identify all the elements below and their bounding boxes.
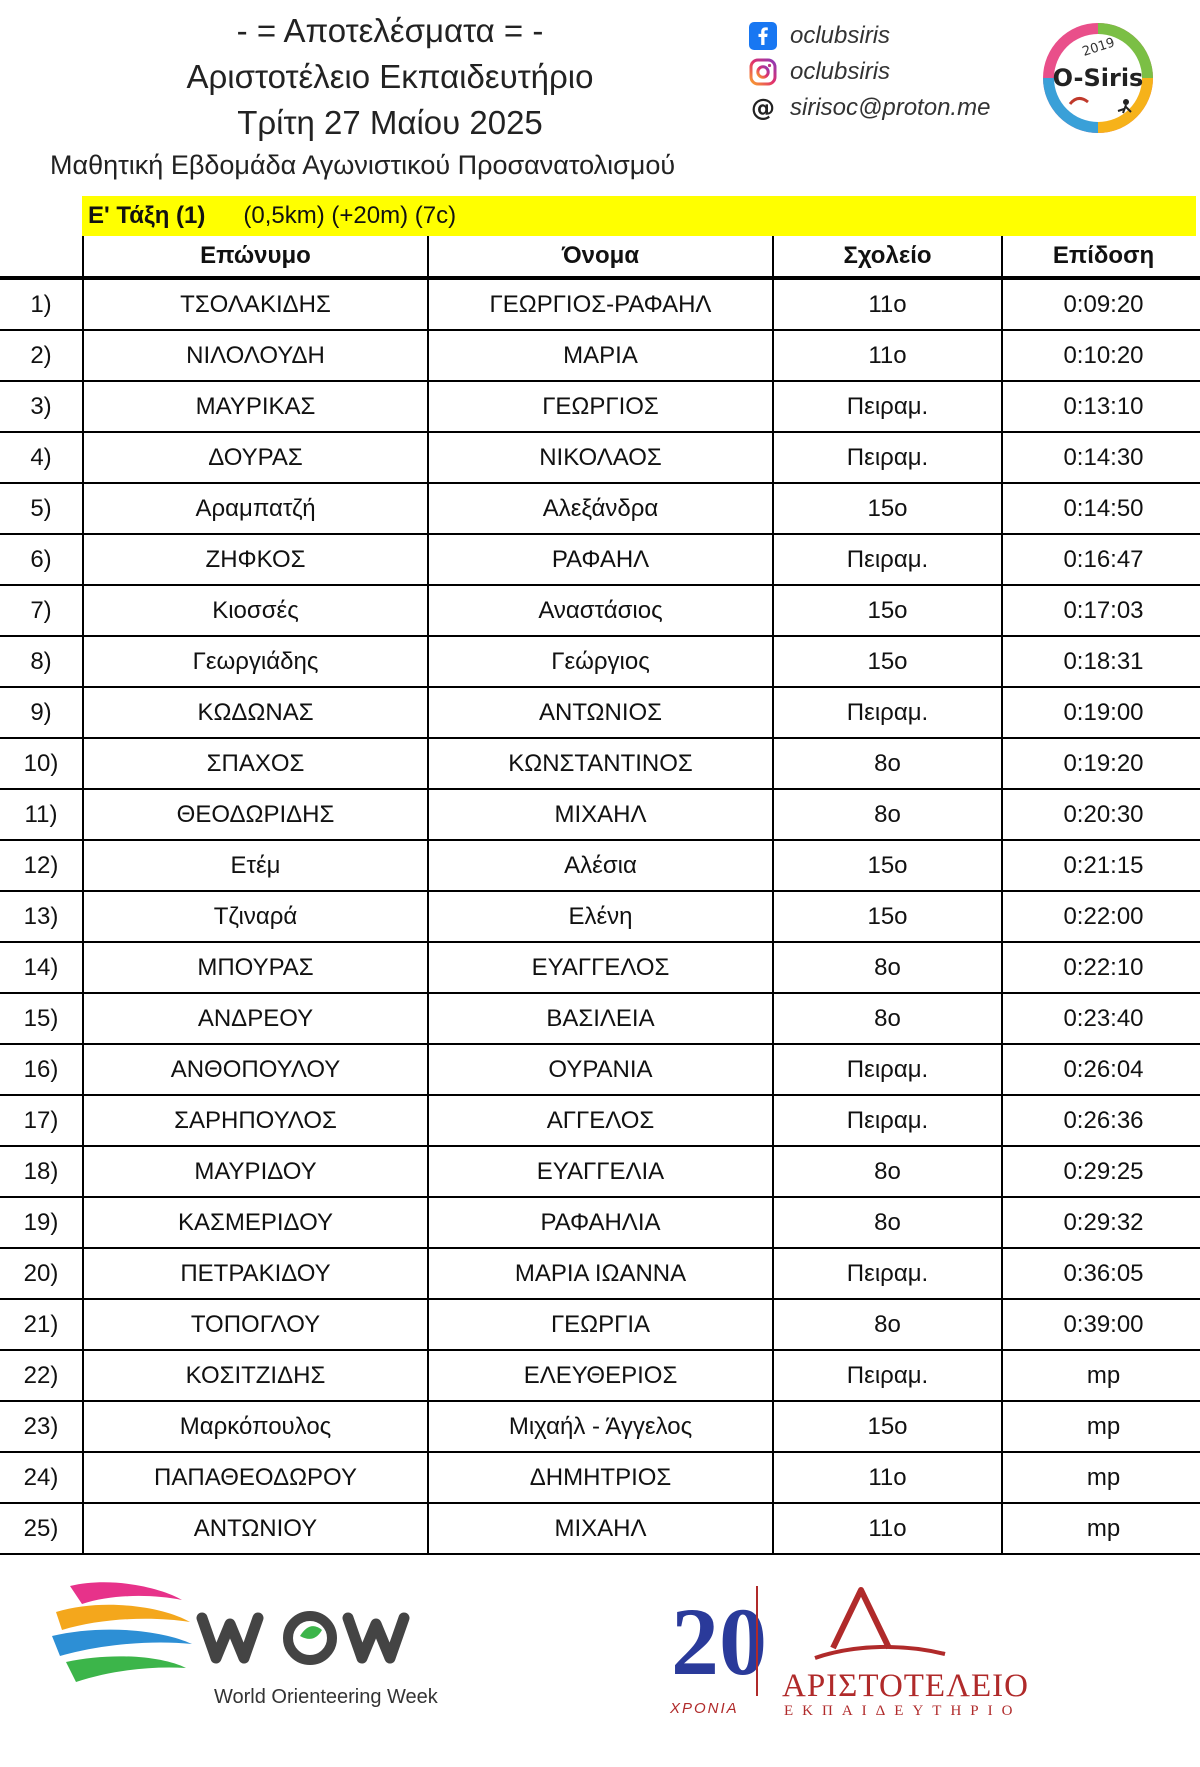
table-row [0, 840, 1200, 891]
school-cell: 15ο [773, 483, 1002, 534]
surname-cell: ΤΣΟΛΑΚΙΔΗΣ [83, 278, 428, 330]
first-name-cell: Ελένη [428, 891, 773, 942]
club-logo-name: O-Siris [1052, 64, 1144, 92]
first-name-column-header: Όνομα [428, 236, 773, 278]
first-name-cell: ΕΥΑΓΓΕΛΟΣ [428, 942, 773, 993]
facebook-contact [748, 20, 890, 52]
surname-cell: ΣΠΑΧΟΣ [83, 738, 428, 789]
performance-cell: mp [1002, 1401, 1200, 1452]
rank-cell: 5) [0, 483, 83, 534]
performance-cell: mp [1002, 1503, 1200, 1554]
class-header [82, 196, 1196, 236]
event-date: Τρίτη 27 Μαίου 2025 [237, 104, 543, 141]
rank-cell: 12) [0, 840, 83, 891]
surname-cell: ΘΕΟΔΩΡΙΔΗΣ [83, 789, 428, 840]
email-address: sirisoc@proton.me [790, 94, 991, 121]
rank-cell: 21) [0, 1299, 83, 1350]
rank-cell: 7) [0, 585, 83, 636]
school-cell: Πειραμ. [773, 1248, 1002, 1299]
table-row [0, 1095, 1200, 1146]
table-row [0, 942, 1200, 993]
surname-cell: ΔΟΥΡΑΣ [83, 432, 428, 483]
rank-cell: 3) [0, 381, 83, 432]
table-row [0, 1401, 1200, 1452]
rank-cell: 19) [0, 1197, 83, 1248]
o-siris-logo [1040, 20, 1156, 141]
school-cell: 8ο [773, 738, 1002, 789]
performance-cell: 0:26:36 [1002, 1095, 1200, 1146]
performance-cell: 0:18:31 [1002, 636, 1200, 687]
table-row [0, 1452, 1200, 1503]
surname-cell: ΜΠΟΥΡΑΣ [83, 942, 428, 993]
table-row [0, 993, 1200, 1044]
organizer-title: Αριστοτέλειο Εκπαιδευτήριο [186, 58, 594, 95]
school-cell: 8ο [773, 1146, 1002, 1197]
school-cell: Πειραμ. [773, 687, 1002, 738]
table-row [0, 534, 1200, 585]
surname-cell: ΝΙΛΟΛΟΥΔΗ [83, 330, 428, 381]
class-name: Ε' Τάξη (1) [88, 202, 206, 229]
table-row [0, 789, 1200, 840]
table-row [0, 1146, 1200, 1197]
school-cell: 8ο [773, 1299, 1002, 1350]
rank-cell: 11) [0, 789, 83, 840]
rank-cell: 8) [0, 636, 83, 687]
performance-cell: 0:10:20 [1002, 330, 1200, 381]
event-subtitle: Μαθητική Εβδομάδα Αγωνιστικού Προσανατολισμού [50, 150, 676, 180]
performance-cell: mp [1002, 1350, 1200, 1401]
table-header-row [0, 236, 1200, 278]
school-name: ΑΡΙΣΤΟΤΕΛΕΙΟ [782, 1668, 1029, 1704]
rank-cell: 24) [0, 1452, 83, 1503]
rank-cell: 16) [0, 1044, 83, 1095]
school-cell: Πειραμ. [773, 1350, 1002, 1401]
school-cell: 15ο [773, 891, 1002, 942]
rank-cell: 22) [0, 1350, 83, 1401]
results-table [0, 236, 1200, 1555]
school-cell: 11ο [773, 1503, 1002, 1554]
first-name-cell: ΑΓΓΕΛΟΣ [428, 1095, 773, 1146]
surname-cell: Τζιναρά [83, 891, 428, 942]
rank-cell: 4) [0, 432, 83, 483]
surname-cell: ΑΝΤΩΝΙΟΥ [83, 1503, 428, 1554]
table-row [0, 1044, 1200, 1095]
table-row [0, 278, 1200, 330]
first-name-cell: ΜΑΡΙΑ [428, 330, 773, 381]
surname-cell: ΜΑΥΡΙΚΑΣ [83, 381, 428, 432]
table-row [0, 381, 1200, 432]
first-name-cell: ΜΑΡΙΑ ΙΩΑΝΝΑ [428, 1248, 773, 1299]
first-name-cell: ΚΩΝΣΤΑΝΤΙΝΟΣ [428, 738, 773, 789]
surname-cell: ΣΑΡΗΠΟΥΛΟΣ [83, 1095, 428, 1146]
first-name-cell: ΜΙΧΑΗΛ [428, 789, 773, 840]
email-contact [748, 92, 990, 124]
school-cell: 15ο [773, 840, 1002, 891]
rank-cell: 23) [0, 1401, 83, 1452]
surname-cell: Ετέμ [83, 840, 428, 891]
performance-cell: 0:22:10 [1002, 942, 1200, 993]
first-name-cell: ΡΑΦΑΗΛ [428, 534, 773, 585]
world-orienteering-week-logo [52, 1578, 472, 1693]
school-cell: 8ο [773, 942, 1002, 993]
performance-cell: 0:29:32 [1002, 1197, 1200, 1248]
table-row [0, 891, 1200, 942]
school-cell: 11ο [773, 330, 1002, 381]
table-row [0, 1248, 1200, 1299]
surname-cell: ΚΩΔΩΝΑΣ [83, 687, 428, 738]
performance-cell: 0:22:00 [1002, 891, 1200, 942]
rank-cell: 18) [0, 1146, 83, 1197]
first-name-cell: ΜΙΧΑΗΛ [428, 1503, 773, 1554]
rank-cell: 14) [0, 942, 83, 993]
at-icon [748, 93, 778, 123]
course-info: (0,5km) (+20m) (7c) [243, 202, 457, 229]
first-name-cell: ΝΙΚΟΛΑΟΣ [428, 432, 773, 483]
first-name-cell: Αλεξάνδρα [428, 483, 773, 534]
school-cell: 8ο [773, 1197, 1002, 1248]
first-name-cell: Αλέσια [428, 840, 773, 891]
instagram-icon [748, 57, 778, 87]
school-cell: 8ο [773, 993, 1002, 1044]
surname-column-header: Επώνυμο [83, 236, 428, 278]
instagram-handle: oclubsiris [790, 58, 891, 85]
performance-cell: 0:19:00 [1002, 687, 1200, 738]
school-cell: Πειραμ. [773, 381, 1002, 432]
surname-cell: ΠΑΠΑΘΕΟΔΩΡΟΥ [83, 1452, 428, 1503]
surname-cell: ΤΟΠΟΓΛΟΥ [83, 1299, 428, 1350]
performance-cell: 0:20:30 [1002, 789, 1200, 840]
performance-cell: 0:17:03 [1002, 585, 1200, 636]
first-name-cell: ΔΗΜΗΤΡΙΟΣ [428, 1452, 773, 1503]
first-name-cell: Γεώργιος [428, 636, 773, 687]
surname-cell: ΚΟΣΙΤΖΙΔΗΣ [83, 1350, 428, 1401]
school-cell: Πειραμ. [773, 1095, 1002, 1146]
performance-cell: 0:14:30 [1002, 432, 1200, 483]
performance-cell: 0:39:00 [1002, 1299, 1200, 1350]
table-row [0, 330, 1200, 381]
table-row [0, 1503, 1200, 1554]
first-name-cell: ΡΑΦΑΗΛΙΑ [428, 1197, 773, 1248]
surname-cell: ΑΝΔΡΕΟΥ [83, 993, 428, 1044]
first-name-cell: ΑΝΤΩΝΙΟΣ [428, 687, 773, 738]
school-cell: 8ο [773, 789, 1002, 840]
performance-cell: 0:13:10 [1002, 381, 1200, 432]
club-logo-year: 2019 [1080, 35, 1117, 60]
rank-cell: 2) [0, 330, 83, 381]
performance-cell: 0:29:25 [1002, 1146, 1200, 1197]
rank-cell: 20) [0, 1248, 83, 1299]
rank-cell: 25) [0, 1503, 83, 1554]
surname-cell: ΚΑΣΜΕΡΙΔΟΥ [83, 1197, 428, 1248]
surname-cell: ΜΑΥΡΙΔΟΥ [83, 1146, 428, 1197]
performance-cell: 0:14:50 [1002, 483, 1200, 534]
table-row [0, 687, 1200, 738]
surname-cell: Αραμπατζή [83, 483, 428, 534]
facebook-icon [748, 21, 778, 51]
surname-cell: ΖΗΦΚΟΣ [83, 534, 428, 585]
instagram-contact [748, 56, 890, 88]
performance-cell: mp [1002, 1452, 1200, 1503]
school-cell: Πειραμ. [773, 432, 1002, 483]
first-name-cell: Αναστάσιος [428, 585, 773, 636]
surname-cell: Κιοσσές [83, 585, 428, 636]
rank-cell: 9) [0, 687, 83, 738]
rank-column-header [0, 236, 83, 278]
performance-cell: 0:36:05 [1002, 1248, 1200, 1299]
table-row [0, 738, 1200, 789]
surname-cell: Γεωργιάδης [83, 636, 428, 687]
rank-cell: 17) [0, 1095, 83, 1146]
rank-cell: 10) [0, 738, 83, 789]
rank-cell: 1) [0, 278, 83, 330]
first-name-cell: ΓΕΩΡΓΙΟΣ-ΡΑΦΑΗΛ [428, 278, 773, 330]
school-years-number: 20 [671, 1588, 767, 1695]
table-row [0, 1299, 1200, 1350]
performance-cell: 0:21:15 [1002, 840, 1200, 891]
school-cell: 15ο [773, 1401, 1002, 1452]
first-name-cell: ΕΥΑΓΓΕΛΙΑ [428, 1146, 773, 1197]
school-cell: Πειραμ. [773, 534, 1002, 585]
school-subtitle: ΕΚΠΑΙΔΕΥΤΗΡΙΟ [784, 1703, 1022, 1719]
wow-caption: World Orienteering Week [214, 1686, 438, 1708]
first-name-cell: ΒΑΣΙΛΕΙΑ [428, 993, 773, 1044]
rank-cell: 13) [0, 891, 83, 942]
table-row [0, 636, 1200, 687]
first-name-cell: Μιχαήλ - Άγγελος [428, 1401, 773, 1452]
first-name-cell: ΓΕΩΡΓΙΟΣ [428, 381, 773, 432]
svg-text:@: @ [751, 94, 775, 122]
first-name-cell: ΟΥΡΑΝΙΑ [428, 1044, 773, 1095]
school-cell: 11ο [773, 1452, 1002, 1503]
school-cell: Πειραμ. [773, 1044, 1002, 1095]
school-cell: 11ο [773, 278, 1002, 330]
performance-cell: 0:09:20 [1002, 278, 1200, 330]
first-name-cell: ΓΕΩΡΓΙΑ [428, 1299, 773, 1350]
performance-column-header: Επίδοση [1002, 236, 1200, 278]
school-cell: 15ο [773, 585, 1002, 636]
school-cell: 15ο [773, 636, 1002, 687]
first-name-cell: ΕΛΕΥΘΕΡΙΟΣ [428, 1350, 773, 1401]
performance-cell: 0:26:04 [1002, 1044, 1200, 1095]
performance-cell: 0:23:40 [1002, 993, 1200, 1044]
performance-cell: 0:19:20 [1002, 738, 1200, 789]
table-row [0, 1350, 1200, 1401]
performance-cell: 0:16:47 [1002, 534, 1200, 585]
rank-cell: 15) [0, 993, 83, 1044]
facebook-handle: oclubsiris [790, 22, 891, 49]
rank-cell: 6) [0, 534, 83, 585]
surname-cell: ΠΕΤΡΑΚΙΔΟΥ [83, 1248, 428, 1299]
table-row [0, 1197, 1200, 1248]
school-column-header: Σχολείο [773, 236, 1002, 278]
school-years-label: ΧΡΟΝΙΑ [670, 1700, 739, 1717]
surname-cell: Μαρκόπουλος [83, 1401, 428, 1452]
surname-cell: ΑΝΘΟΠΟΥΛΟΥ [83, 1044, 428, 1095]
table-row [0, 483, 1200, 534]
results-heading: - = Αποτελέσματα = - [236, 12, 544, 49]
table-row [0, 585, 1200, 636]
table-row [0, 432, 1200, 483]
